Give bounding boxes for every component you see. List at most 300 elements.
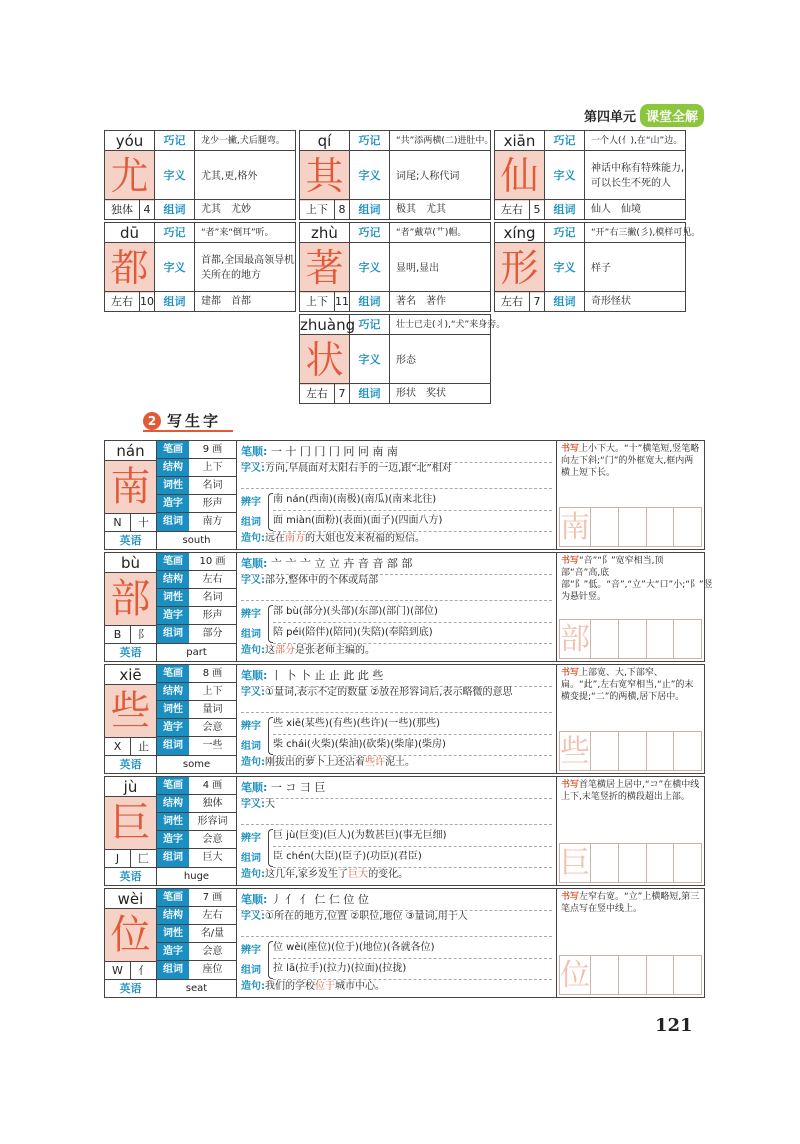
- row-initial: J: [105, 850, 131, 867]
- row-details: [237, 889, 557, 997]
- structure-value: 左右: [202, 574, 223, 585]
- structure-value: 上下: [202, 462, 223, 473]
- char-card-3: [104, 222, 296, 312]
- card-structure: 独体: [105, 200, 140, 219]
- pos-value: 名词: [202, 592, 223, 603]
- practice-grid: [559, 955, 702, 995]
- row-radical: [105, 625, 157, 643]
- card-strokes: 5: [533, 203, 541, 216]
- practice-cell[interactable]: [646, 507, 674, 547]
- card-tip: “共”添两横(二)进肚中。: [390, 131, 490, 151]
- card-pinyin: qí: [300, 131, 350, 151]
- row-radical: [105, 849, 157, 867]
- practice-cell[interactable]: [590, 731, 618, 771]
- brace-icon: [268, 605, 273, 643]
- strokes-label: 笔画: [157, 889, 189, 906]
- card-words: 形状 奖状: [390, 383, 490, 403]
- pos-value: 名/量: [200, 928, 225, 939]
- row-details: [237, 441, 557, 549]
- char-card-0: [104, 130, 296, 220]
- meaning-label: 字义: [350, 151, 390, 201]
- distinguish-label: 辨字: [241, 497, 261, 508]
- card-meaning: 样子: [591, 262, 611, 274]
- section-title: [143, 410, 221, 431]
- practice-cell[interactable]: [618, 843, 646, 883]
- card-meaning: 神话中称有特殊能力,可以长生不死的人: [591, 163, 685, 189]
- row-character: 南: [105, 461, 157, 513]
- practice-cell[interactable]: [590, 955, 618, 995]
- card-character: 状: [300, 335, 350, 385]
- sentence-pre: 远在: [265, 533, 285, 544]
- practice-grid: [559, 507, 702, 547]
- definition: ①所在的地方,位置 ②职位,地位 ③量词,用于人: [265, 911, 468, 922]
- pos-label: 词性: [157, 589, 189, 606]
- trace-character: 巨: [559, 843, 590, 883]
- pos-label: 词性: [157, 925, 189, 942]
- order-label: 笔顺:: [241, 445, 268, 458]
- card-words: 尤其 尤妙: [195, 199, 295, 219]
- stroke-order: 亠 亠 亠 立 立 卉 音 音 部 部: [270, 557, 413, 570]
- words-label: 组词: [545, 291, 585, 311]
- distinguish-label: 辨字: [241, 945, 261, 956]
- meaning-label: 字义: [545, 243, 585, 293]
- distinguish-2: 面 miàn(面粉)(表面)(面子)(四面八方): [273, 515, 443, 526]
- practice-cell[interactable]: [618, 955, 646, 995]
- unit-badge: 课堂全解: [640, 104, 704, 127]
- row-radical-char: 亻: [138, 964, 149, 977]
- meaning-label: 字义: [155, 243, 195, 293]
- meaning-label: 字义: [350, 335, 390, 385]
- card-pinyin: zhù: [300, 223, 350, 243]
- row-character: 巨: [105, 797, 157, 849]
- practice-cell[interactable]: [673, 507, 702, 547]
- char-card-2: [494, 130, 686, 220]
- english-value: seat: [157, 979, 237, 997]
- english-value: south: [157, 531, 237, 549]
- practice-cell[interactable]: [618, 731, 646, 771]
- card-tip: “开”右三撇(彡),模样可见。: [585, 223, 685, 243]
- row-pinyin: nán: [105, 441, 157, 461]
- compose-label: 组词: [241, 741, 261, 752]
- english-label: 英语: [105, 979, 157, 997]
- definition: ①量词,表示不定的数量 ②放在形容词后,表示略微的意思: [265, 687, 513, 698]
- words-value: 巨大: [202, 852, 223, 863]
- practice-cell[interactable]: [646, 731, 674, 771]
- strokes-value: 4 画: [202, 780, 223, 791]
- writing-area: [557, 553, 713, 661]
- def-label: 字义:: [241, 799, 265, 810]
- practice-grid: [559, 731, 702, 771]
- card-strokes: 8: [338, 203, 346, 216]
- card-strokes: 11: [335, 295, 349, 308]
- practice-cell[interactable]: [673, 731, 702, 771]
- words-value: 座位: [202, 964, 223, 975]
- tip-label: 巧记: [155, 223, 195, 243]
- english-label: 英语: [105, 755, 157, 773]
- write-note: 上小下大。“十”横笔短,竖笔略向左下斜;“门”的外框宽大,框内两横上短下长。: [561, 444, 700, 478]
- row-details: [237, 553, 557, 661]
- write-label: 书写: [561, 668, 580, 678]
- practice-cell[interactable]: [673, 955, 702, 995]
- sentence-highlight: 些许: [365, 757, 385, 768]
- words-label: 组词: [350, 383, 390, 403]
- strokes-label: 笔画: [157, 777, 189, 794]
- strokes-label: 笔画: [157, 441, 189, 458]
- distinguish-2: 柴 chái(火柴)(柴油)(砍柴)(柴扉)(柴房): [273, 739, 446, 750]
- structure-label: 结构: [157, 907, 189, 924]
- formation-value: 形声: [202, 498, 223, 509]
- sentence-label: 造句:: [241, 757, 265, 768]
- pos-label: 词性: [157, 701, 189, 718]
- card-structure: 左右: [300, 384, 335, 403]
- distinguish-label: 辨字: [241, 721, 261, 732]
- structure-value: 左右: [202, 910, 223, 921]
- order-label: 笔顺:: [241, 893, 268, 906]
- write-label: 书写: [561, 892, 580, 902]
- card-meaning: 显明,显出: [396, 262, 440, 274]
- sentence-post: 是张老师主编的。: [295, 645, 375, 656]
- row-properties: [157, 665, 237, 755]
- stroke-order: 丿 亻 亻 仁 仁 位 位: [270, 893, 369, 906]
- card-words: 仙人 仙境: [585, 199, 685, 219]
- words-value: 部分: [202, 628, 223, 639]
- tip-label: 巧记: [545, 223, 585, 243]
- char-card-1: [299, 130, 494, 220]
- row-properties: [157, 441, 237, 531]
- structure-label: 结构: [157, 571, 189, 588]
- structure-label: 结构: [157, 459, 189, 476]
- formation-value: 会意: [202, 834, 223, 845]
- char-row-2: [104, 664, 705, 774]
- row-properties: [157, 553, 237, 643]
- sentence-pre: 我们的学校: [265, 981, 315, 992]
- card-structure: 左右: [105, 292, 140, 311]
- pos-label: 词性: [157, 477, 189, 494]
- meaning-label: 字义: [350, 243, 390, 293]
- card-tip: 龙少一撇,犬后腿弯。: [195, 131, 295, 151]
- card-strokes: 7: [338, 387, 346, 400]
- tip-label: 巧记: [350, 315, 390, 335]
- brace-icon: [268, 493, 273, 531]
- card-pinyin: dū: [105, 223, 155, 243]
- sentence-label: 造句:: [241, 981, 265, 992]
- card-words: 极其 尤其: [390, 199, 490, 219]
- formation-value: 会意: [202, 946, 223, 957]
- sentence-highlight: 巨大: [348, 869, 369, 880]
- structure-label: 结构: [157, 683, 189, 700]
- structure-label: 结构: [157, 795, 189, 812]
- distinguish-1: 部 bù(部分)(头部)(东部)(部门)(部位): [273, 606, 438, 617]
- practice-cell[interactable]: [646, 619, 674, 659]
- card-strokes: 7: [533, 295, 541, 308]
- writing-area: [557, 441, 704, 549]
- write-label: 书写: [561, 444, 580, 454]
- compose-label: 组词: [241, 629, 261, 640]
- tip-label: 巧记: [350, 223, 390, 243]
- words-label: 组词: [350, 291, 390, 311]
- writing-area: [557, 665, 704, 773]
- row-radical: [105, 737, 157, 755]
- words-label: 组词: [157, 625, 189, 643]
- practice-cell[interactable]: [673, 843, 702, 883]
- order-label: 笔顺:: [241, 781, 268, 794]
- card-structure: 左右: [495, 292, 530, 311]
- unit-label: 第四单元: [583, 110, 636, 125]
- words-label: 组词: [155, 199, 195, 219]
- practice-cell[interactable]: [646, 843, 674, 883]
- char-row-1: [104, 552, 713, 662]
- practice-cell[interactable]: [673, 619, 702, 659]
- row-radical: [105, 513, 157, 531]
- def-label: 字义:: [241, 687, 265, 698]
- section-underline: [143, 430, 233, 432]
- practice-cell[interactable]: [646, 955, 674, 995]
- char-row-0: [104, 440, 705, 550]
- english-label: 英语: [105, 531, 157, 549]
- write-note: 上部宽、大,下部窄、扁。“此”,左右宽窄相当,“止”的末横变提;“二”的两横,居下居中。: [561, 668, 694, 702]
- char-row-3: [104, 776, 705, 886]
- compose-label: 组词: [241, 853, 261, 864]
- row-radical: [105, 961, 157, 979]
- words-value: 一些: [202, 740, 223, 751]
- card-character: 都: [105, 243, 155, 293]
- distinguish-label: 辨字: [241, 833, 261, 844]
- order-label: 笔顺:: [241, 669, 268, 682]
- card-footer: [495, 199, 545, 219]
- row-radical-char: 十: [138, 516, 149, 529]
- formation-label: 造字: [157, 831, 189, 848]
- sentence-post: 的大姐也发来祝福的短信。: [305, 533, 425, 544]
- words-label: 组词: [157, 513, 189, 531]
- row-pinyin: bù: [105, 553, 157, 573]
- practice-grid: [559, 843, 702, 883]
- practice-cell[interactable]: [590, 507, 618, 547]
- words-label: 组词: [350, 199, 390, 219]
- strokes-value: 8 画: [202, 668, 223, 679]
- card-footer: [300, 199, 350, 219]
- english-value: some: [157, 755, 237, 773]
- pos-value: 名词: [202, 480, 223, 491]
- card-meaning: 首都,全国最高领导机关所在的地方: [201, 255, 295, 281]
- card-words: 奇形怪状: [585, 291, 685, 311]
- pos-label: 词性: [157, 813, 189, 830]
- pos-value: 形容词: [197, 816, 228, 827]
- compose-label: 组词: [241, 517, 261, 528]
- formation-value: 形声: [202, 610, 223, 621]
- stroke-order: 丨 卜 卜 止 止 此 此 些: [270, 669, 384, 682]
- trace-character: 些: [559, 731, 590, 771]
- writing-area: [557, 889, 704, 997]
- stroke-order: 一 コ 彐 巨: [270, 781, 326, 794]
- definition: 方向,早晨面对太阳右手的一边,跟“北”相对: [265, 463, 452, 474]
- sentence-pre: 这几年,家乡发生了: [265, 869, 349, 880]
- distinguish-1: 些 xiē(某些)(有些)(些许)(一些)(那些): [273, 718, 441, 729]
- pos-value: 量词: [202, 704, 223, 715]
- write-label: 书写: [561, 556, 580, 566]
- words-value: 南方: [202, 516, 223, 527]
- card-pinyin: zhuàng: [300, 316, 356, 334]
- card-pinyin: xíng: [495, 223, 545, 243]
- def-label: 字义:: [241, 463, 265, 474]
- card-tip: “者”戴草(艹)帽。: [390, 223, 490, 243]
- card-character: 尤: [105, 151, 155, 201]
- write-note: “咅”“阝”宽窄相当,顶部“咅”高,底部“阝”低。“咅”,“立”大“口”小;“阝”竖为悬针竖。: [561, 556, 713, 602]
- card-character: 形: [495, 243, 545, 293]
- writing-area: [557, 777, 704, 885]
- card-footer: [105, 291, 155, 311]
- trace-character: 部: [559, 619, 590, 659]
- card-strokes: 4: [143, 203, 151, 216]
- practice-cell[interactable]: [590, 619, 618, 659]
- practice-cell[interactable]: [618, 619, 646, 659]
- card-words: 著名 著作: [390, 291, 490, 311]
- definition: 部分,整体中的个体或局部: [265, 575, 379, 586]
- strokes-label: 笔画: [157, 553, 189, 570]
- sentence-highlight: 部分: [275, 645, 295, 656]
- sentence-post: 泥土。: [385, 757, 415, 768]
- trace-character: 位: [559, 955, 590, 995]
- row-radical-char: 匚: [138, 852, 149, 865]
- sentence-label: 造句:: [241, 869, 265, 880]
- card-pinyin: yóu: [105, 131, 155, 151]
- row-pinyin: wèi: [105, 889, 157, 909]
- definition: 大: [265, 799, 275, 810]
- order-label: 笔顺:: [241, 557, 268, 570]
- english-value: part: [157, 643, 237, 661]
- distinguish-1: 南 nán(西南)(南极)(南瓜)(南来北往): [273, 494, 437, 505]
- card-tip: “者”来“倒耳”听。: [195, 223, 295, 243]
- char-card-6: [299, 314, 506, 404]
- distinguish-1: 巨 jù(巨变)(巨人)(为数甚巨)(事无巨细): [273, 830, 447, 841]
- card-structure: 左右: [495, 200, 530, 219]
- write-label: 书写: [561, 780, 580, 790]
- distinguish-2: 陪 péi(陪伴)(陪同)(失陪)(奉陪到底): [273, 627, 433, 638]
- card-meaning: 词尾;人称代词: [396, 170, 460, 182]
- card-tip: 壮士已走(丬),“犬”来身旁。: [390, 315, 490, 335]
- sentence-highlight: 南方: [285, 533, 305, 544]
- write-note: 左窄右宽。“立”上横略短,第三笔点写在竖中线上。: [561, 892, 700, 914]
- card-footer: [495, 291, 545, 311]
- words-label: 组词: [157, 737, 189, 755]
- sentence-highlight: 位于: [315, 981, 335, 992]
- meaning-label: 字义: [155, 151, 195, 201]
- char-card-4: [299, 222, 491, 312]
- stroke-order: 一 十 冂 冂 冂 冋 冋 南 南: [270, 445, 398, 458]
- section-title-text: 写生字: [167, 412, 222, 430]
- card-meaning: 尤其,更,格外: [201, 170, 258, 182]
- words-label: 组词: [545, 199, 585, 219]
- def-label: 字义:: [241, 911, 265, 922]
- row-initial: X: [105, 738, 131, 755]
- strokes-value: 7 画: [202, 892, 223, 903]
- sentence-pre: 这: [265, 645, 275, 656]
- card-strokes: 10: [140, 295, 154, 308]
- card-tip: 一个人(亻),在“山”边。: [585, 131, 685, 151]
- row-character: 部: [105, 573, 157, 625]
- brace-icon: [268, 829, 273, 867]
- row-properties: [157, 889, 237, 979]
- formation-label: 造字: [157, 719, 189, 736]
- sentence-post: 城市中心。: [335, 981, 385, 992]
- distinguish-2: 拉 lā(拉手)(拉力)(拉面)(拉拢): [273, 963, 407, 974]
- card-words: 建都 首都: [195, 291, 295, 311]
- char-card-5: [494, 222, 701, 312]
- tip-label: 巧记: [350, 131, 390, 151]
- sentence-pre: 刚拔出的萝卜上还沾着: [265, 757, 365, 768]
- write-note: 首笔横居上居中,“コ”在横中线上下,末笔竖折的横段超出上部。: [561, 780, 700, 802]
- row-details: [237, 777, 557, 885]
- row-radical-char: 止: [138, 740, 149, 753]
- practice-grid: [559, 619, 702, 659]
- tip-label: 巧记: [155, 131, 195, 151]
- formation-label: 造字: [157, 607, 189, 624]
- card-footer: [105, 199, 155, 219]
- compose-label: 组词: [241, 965, 261, 976]
- tip-label: 巧记: [545, 131, 585, 151]
- practice-cell[interactable]: [618, 507, 646, 547]
- row-properties: [157, 777, 237, 867]
- english-label: 英语: [105, 643, 157, 661]
- english-value: huge: [157, 867, 237, 885]
- card-pinyin: xiān: [495, 131, 545, 151]
- distinguish-1: 位 wèi(座位)(位于)(地位)(各就各位): [273, 942, 435, 953]
- page-number: 121: [655, 1015, 693, 1036]
- formation-value: 会意: [202, 722, 223, 733]
- strokes-value: 10 画: [199, 556, 226, 567]
- structure-value: 独体: [202, 798, 223, 809]
- row-character: 位: [105, 909, 157, 961]
- formation-label: 造字: [157, 495, 189, 512]
- card-structure: 上下: [300, 292, 335, 311]
- distinguish-2: 臣 chén(大臣)(臣子)(功臣)(君臣): [273, 851, 422, 862]
- meaning-label: 字义: [545, 151, 585, 201]
- words-label: 组词: [157, 961, 189, 979]
- row-initial: B: [105, 626, 131, 643]
- practice-cell[interactable]: [590, 843, 618, 883]
- def-label: 字义:: [241, 575, 265, 586]
- distinguish-label: 辨字: [241, 609, 261, 620]
- trace-character: 南: [559, 507, 590, 547]
- char-row-4: [104, 888, 705, 998]
- words-label: 组词: [157, 849, 189, 867]
- brace-icon: [268, 717, 273, 755]
- strokes-value: 9 画: [202, 444, 223, 455]
- sentence-label: 造句:: [241, 533, 265, 544]
- sentence-post: 的变化。: [368, 869, 409, 880]
- section-number: 2: [143, 412, 161, 430]
- brace-icon: [268, 941, 273, 979]
- words-label: 组词: [155, 291, 195, 311]
- formation-label: 造字: [157, 943, 189, 960]
- row-character: 些: [105, 685, 157, 737]
- row-radical-char: 阝: [138, 628, 149, 641]
- structure-value: 上下: [202, 686, 223, 697]
- card-meaning: 形态: [396, 354, 416, 366]
- card-footer: [300, 383, 350, 403]
- row-pinyin: jù: [105, 777, 157, 797]
- card-character: 著: [300, 243, 350, 293]
- card-structure: 上下: [300, 200, 335, 219]
- unit-header: [584, 104, 704, 127]
- row-details: [237, 665, 557, 773]
- card-character: 其: [300, 151, 350, 201]
- row-pinyin: xiē: [105, 665, 157, 685]
- card-character: 仙: [495, 151, 545, 201]
- sentence-label: 造句:: [241, 645, 265, 656]
- strokes-label: 笔画: [157, 665, 189, 682]
- row-initial: W: [105, 962, 131, 979]
- english-label: 英语: [105, 867, 157, 885]
